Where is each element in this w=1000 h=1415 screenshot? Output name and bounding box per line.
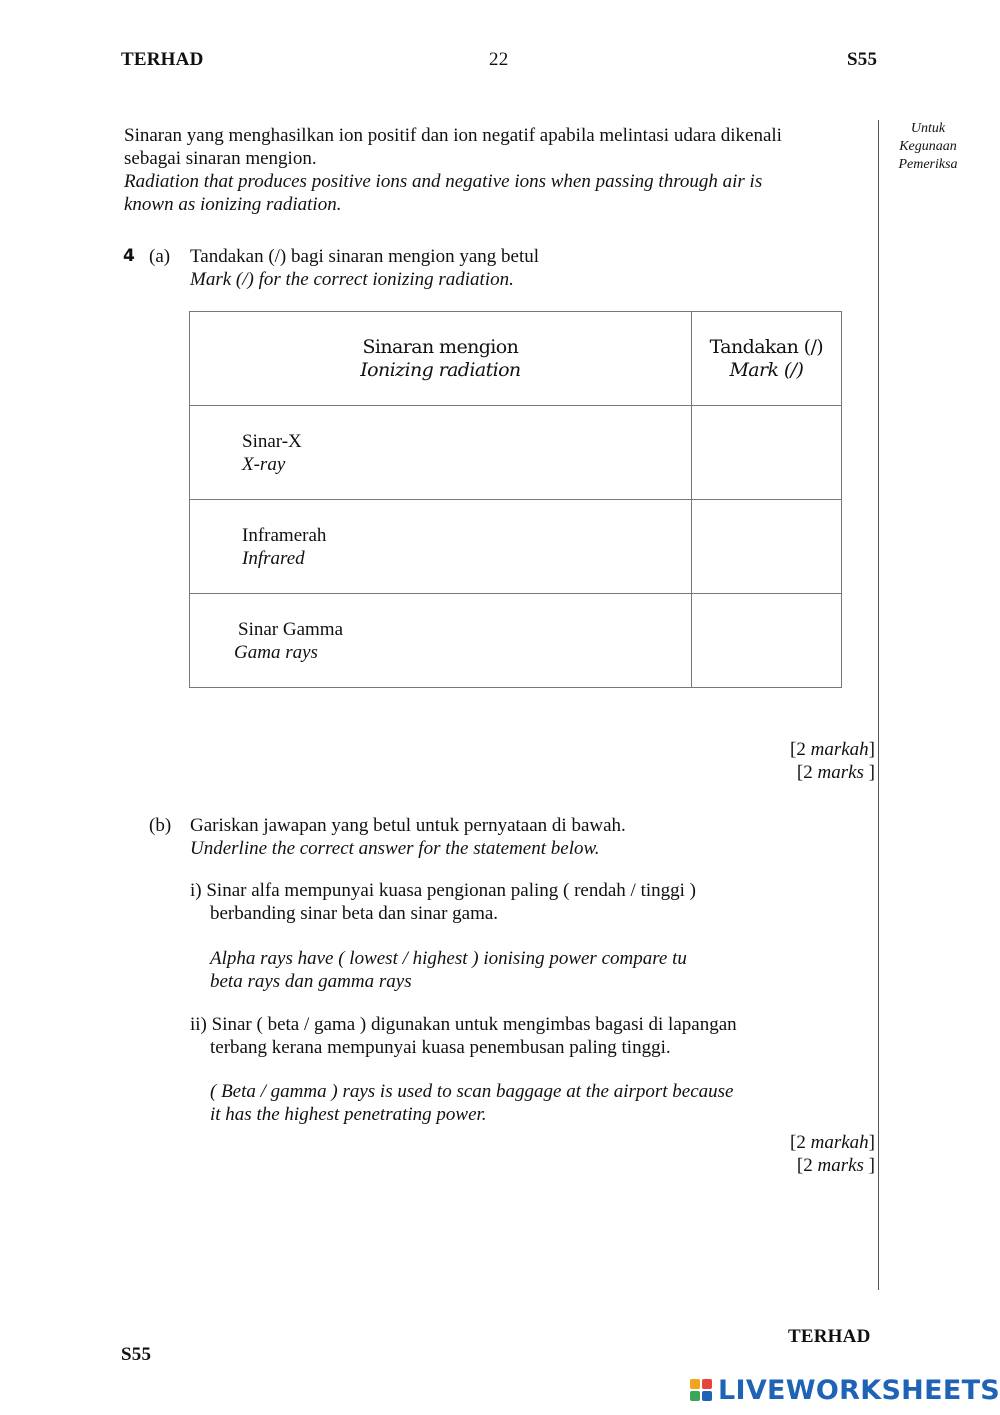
header-right: S55 xyxy=(847,49,878,70)
marks-bracket: ] xyxy=(868,739,875,760)
statement-i-ms[interactable] xyxy=(190,879,696,925)
intro-en-line: known as ionizing radiation. xyxy=(124,194,342,215)
page-number: 22 xyxy=(489,49,509,70)
footer-left: S55 xyxy=(121,1344,152,1365)
examiner-margin-note xyxy=(892,120,964,174)
table-header-radiation xyxy=(190,312,692,406)
marks-bracket: ] xyxy=(863,1155,875,1176)
mark-cell-xray[interactable] xyxy=(691,406,841,500)
marks-word: markah xyxy=(810,739,869,760)
radiation-ms: Sinar-X xyxy=(242,430,302,452)
margin-note-line: Kegunaan xyxy=(899,139,957,154)
marks-ms xyxy=(700,738,875,761)
liveworksheets-wordmark: LIVEWORKSHEETS xyxy=(718,1374,1000,1406)
liveworksheets-logo-icon xyxy=(690,1379,712,1401)
header-mark-en: Mark (/) xyxy=(729,358,804,381)
radiation-cell xyxy=(190,406,692,500)
statement-ii-ms[interactable] xyxy=(190,1013,737,1059)
part-b-instruction-en: Underline the correct answer for the statement below. xyxy=(190,838,600,859)
radiation-cell xyxy=(190,594,692,688)
mark-cell-gamma[interactable] xyxy=(691,594,841,688)
intro-ms-line: Sinaran yang menghasilkan ion positif dan ion negatif apabila melintasi udara dikenali xyxy=(124,125,782,146)
table-row xyxy=(190,500,842,594)
question-number: 4 xyxy=(123,246,135,266)
radiation-en: X-ray xyxy=(242,453,286,475)
part-a-label: (a) xyxy=(149,246,171,267)
radiation-ms: Inframerah xyxy=(242,524,327,546)
statement-i-en[interactable] xyxy=(210,947,687,993)
marks-number: [2 xyxy=(790,739,811,760)
marks-en xyxy=(700,761,875,784)
table-header-mark xyxy=(691,312,841,406)
radiation-ms: Sinar Gamma xyxy=(238,618,344,640)
marks-ms xyxy=(700,1131,875,1154)
header-radiation-en: Ionizing radiation xyxy=(360,358,521,381)
radiation-en: Infrared xyxy=(242,547,305,569)
part-b-instruction-ms: Gariskan jawapan yang betul untuk pernyataan di bawah. xyxy=(190,815,626,836)
statement-line: ( Beta / gamma ) rays is used to scan baggage at the airport because xyxy=(210,1081,734,1102)
marks-word: marks xyxy=(817,762,864,783)
table-row xyxy=(190,594,842,688)
intro-en-line: Radiation that produces positive ions and negative ions when passing through air is xyxy=(124,171,763,192)
radiation-cell xyxy=(190,500,692,594)
examiner-margin-line xyxy=(878,120,879,1290)
radiation-en: Gama rays xyxy=(234,641,318,663)
marks-bracket: ] xyxy=(863,762,875,783)
intro-ms-line: sebagai sinaran mengion. xyxy=(124,148,317,169)
statement-line: berbanding sinar beta dan sinar gama. xyxy=(210,903,499,924)
marks-word: marks xyxy=(817,1155,864,1176)
statement-line: it has the highest penetrating power. xyxy=(210,1104,487,1125)
marks-word: markah xyxy=(810,1132,869,1153)
footer-right: TERHAD xyxy=(788,1326,871,1347)
marks-bracket: ] xyxy=(868,1132,875,1153)
marks-number: [2 xyxy=(796,1155,818,1176)
mark-cell-infrared[interactable] xyxy=(691,500,841,594)
statement-line: Alpha rays have ( lowest / highest ) ionising power compare tu xyxy=(210,948,687,969)
part-b-label: (b) xyxy=(149,815,172,836)
margin-note-line: Untuk xyxy=(910,121,946,136)
margin-note-line: Pemeriksa xyxy=(898,157,958,172)
part-b-marks xyxy=(700,1131,875,1177)
statement-line: beta rays dan gamma rays xyxy=(210,971,412,992)
intro-paragraph xyxy=(124,124,874,216)
marks-number: [2 xyxy=(796,762,818,783)
ionizing-radiation-table xyxy=(189,311,842,688)
statement-line: i) Sinar alfa mempunyai kuasa pengionan paling ( rendah / tinggi ) xyxy=(190,880,696,901)
statement-line: terbang kerana mempunyai kuasa penembusan paling tinggi. xyxy=(210,1037,671,1058)
part-a-instruction-ms: Tandakan (/) bagi sinaran mengion yang betul xyxy=(190,246,540,267)
part-a-instruction-en: Mark (/) for the correct ionizing radiation. xyxy=(190,269,514,290)
table-header-row xyxy=(190,312,842,406)
table-row xyxy=(190,406,842,500)
statement-ii-en[interactable] xyxy=(210,1080,733,1126)
header-radiation-ms: Sinaran mengion xyxy=(362,335,519,358)
part-a-marks xyxy=(700,738,875,784)
liveworksheets-watermark xyxy=(690,1372,1000,1408)
header-left: TERHAD xyxy=(121,49,204,70)
marks-en xyxy=(700,1154,875,1177)
header-mark-ms: Tandakan (/) xyxy=(709,335,824,358)
marks-number: [2 xyxy=(790,1132,811,1153)
statement-line: ii) Sinar ( beta / gama ) digunakan untuk mengimbas bagasi di lapangan xyxy=(190,1014,737,1035)
